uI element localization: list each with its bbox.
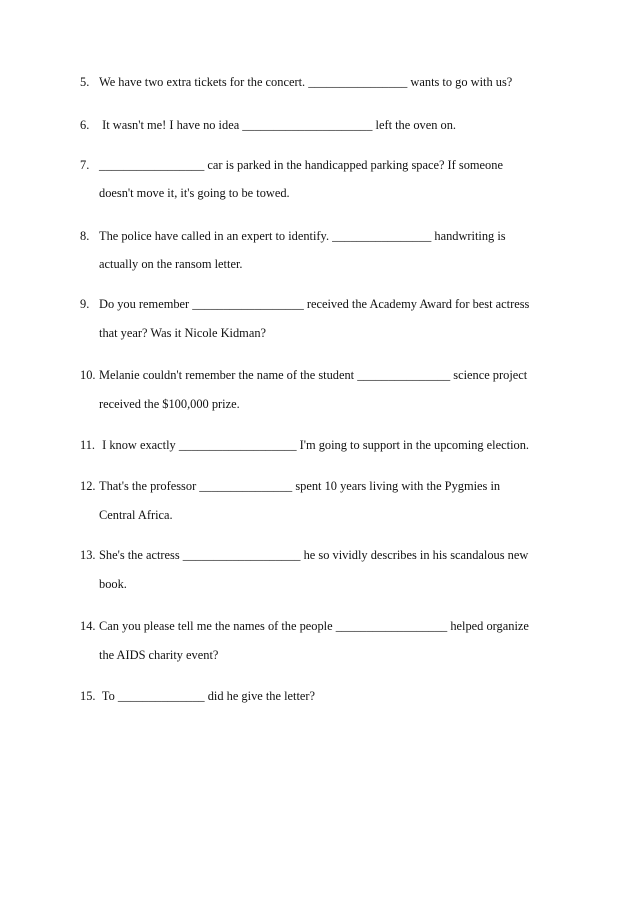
question-text-continued: received the $100,000 prize.	[99, 397, 240, 411]
question-text: That's the professor _______________ spent 10 years living with the Pygmies in	[99, 479, 501, 493]
question-number: 9.	[80, 297, 90, 311]
question-number: 11.	[80, 438, 96, 452]
question-text: I know exactly ___________________ I'm going to support in the upcoming election.	[99, 438, 529, 452]
question-text-continued: actually on the ransom letter.	[99, 257, 243, 271]
question-number: 13.	[80, 548, 96, 562]
question-text: She's the actress ___________________ he so vividly describes in his scandalous new	[99, 548, 529, 562]
question-number: 15.	[80, 689, 96, 703]
question-text-continued: Central Africa.	[99, 508, 173, 522]
question-text-continued: the AIDS charity event?	[99, 648, 219, 662]
question-text: Melanie couldn't remember the name of the student _______________ science project	[99, 368, 528, 382]
question-text-continued: that year? Was it Nicole Kidman?	[99, 326, 267, 340]
question-text-continued: book.	[99, 577, 127, 591]
question-text-continued: doesn't move it, it's going to be towed.	[99, 186, 290, 200]
question-number: 10.	[80, 368, 96, 382]
question-number: 6.	[80, 118, 90, 132]
question-number: 7.	[80, 158, 90, 172]
question-number: 8.	[80, 229, 90, 243]
question-text: To ______________ did he give the letter?	[99, 689, 316, 703]
question-text: The police have called in an expert to identify. ________________ handwriting is	[99, 229, 506, 243]
question-text: It wasn't me! I have no idea _____________________ left the oven on.	[99, 118, 457, 132]
question-text: We have two extra tickets for the concert. ________________ wants to go with us?	[99, 75, 513, 89]
question-number: 12.	[80, 479, 96, 493]
question-number: 5.	[80, 75, 90, 89]
question-number: 14.	[80, 619, 96, 633]
question-text: _________________ car is parked in the handicapped parking space? If someone	[99, 158, 503, 172]
question-text: Do you remember __________________ received the Academy Award for best actress	[99, 297, 530, 311]
question-text: Can you please tell me the names of the people __________________ helped organize	[99, 619, 529, 633]
